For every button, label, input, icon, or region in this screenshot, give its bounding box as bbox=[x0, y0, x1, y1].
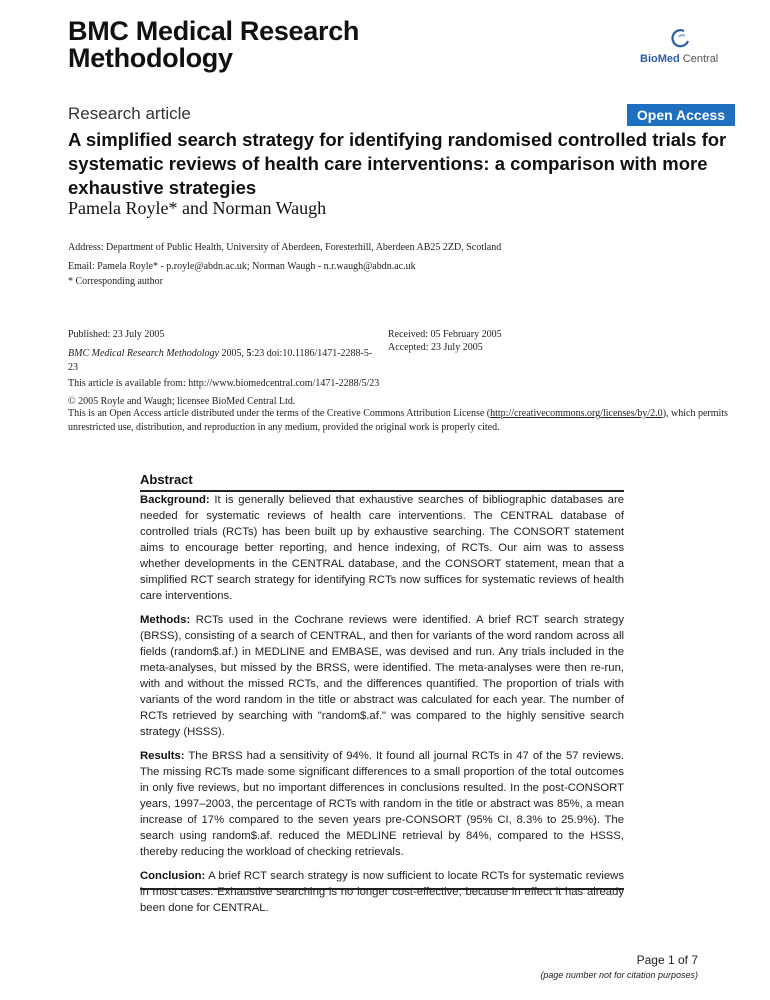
article-type: Research article bbox=[68, 104, 191, 123]
license-text bbox=[68, 407, 728, 435]
citation-volume: 5 bbox=[246, 348, 252, 359]
license-post: ), which permits unrestricted use, distribution, and reproduction in any medium, provided the original work is properly cited. bbox=[68, 408, 728, 433]
abstract-background bbox=[140, 492, 624, 604]
open-access-badge: Open Access bbox=[627, 104, 735, 126]
journal-title-line2: Methodology bbox=[68, 43, 233, 73]
article-authors: Pamela Royle* and Norman Waugh bbox=[68, 198, 327, 218]
received-date: Received: 05 February 2005 bbox=[388, 329, 502, 340]
abstract-heading: Abstract bbox=[140, 472, 193, 487]
logo-central-text: Central bbox=[679, 53, 719, 65]
conclusion-text: A brief RCT search strategy is now sufficient to locate RCTs for systematic reviews in most cases. Exhaustive searching is no longer cost-effective, because in effect it has already been done for CENTRAL. bbox=[140, 870, 624, 914]
abstract-section bbox=[140, 470, 624, 924]
article-title: A simplified search strategy for identifying randomised controlled trials for systematic reviews of health care interventions: a comparison with more exhaustive strategies bbox=[68, 129, 727, 198]
background-text: It is generally believed that exhaustive searches of bibliographic databases are needed for systematic reviews of health care interventions. The CENTRAL database of controlled trials (RCTs) has been built up by exhaustive searching. The CONSORT statement aims to encourage better reporting, and hence indexing, of RCTs. Our aim was to assess whether developments in the CENTRAL database, and the CONSORT statement, mean that a simplified RCT search strategy for identifying RCTs now suffices for systematic reviews of health care interventions. bbox=[140, 494, 624, 602]
abstract-bottom-rule bbox=[140, 888, 624, 890]
author-emails: Email: Pamela Royle* - p.royle@abdn.ac.uk; Norman Waugh - n.r.waugh@abdn.ac.uk bbox=[68, 261, 416, 272]
results-text: The BRSS had a sensitivity of 94%. It found all journal RCTs in 47 of the 57 reviews. The missing RCTs made some significant differences to a small proportion of the total outcomes in only five reviews, but no important differences in conclusions resulted. In the post-CONSORT years, 1997–2003, the percentage of RCTs with random in the title or abstract was 85%, a mean increase of 17% compared to the seven years pre-CONSORT (95% CI, 8.3% to 25.9%). The search using random$.af. reduced the MEDLINE retrieval by 84%, compared to the HSSS, thereby reducing the workload of checking retrievals. bbox=[140, 750, 624, 858]
article-availability: This article is available from: http://www.biomedcentral.com/1471-2288/5/23 bbox=[68, 378, 380, 389]
citation-journal: BMC Medical Research Methodology bbox=[68, 348, 219, 359]
swirl-icon bbox=[670, 28, 692, 50]
accepted-date: Accepted: 23 July 2005 bbox=[388, 342, 483, 353]
abstract-conclusion bbox=[140, 868, 624, 916]
page-number-note: (page number not for citation purposes) bbox=[540, 970, 698, 980]
methods-text: RCTs used in the Cochrane reviews were identified. A brief RCT search strategy (BRSS), consisting of a search of CENTRAL, and then for variants of the word random across all fields (random$.af.) in MEDLINE and EMBASE, was devised and run. Any trials included in the meta-analyses, but missed by the BRSS, were identified. The meta-analyses were then re-run, with and without the missed RCTs, and the differences quantified. The proportion of trials with variants of the word random in the title or abstract was calculated for each year. The number of RCTs retrieved by searching with "random$.af." was compared to the highly sensitive search strategy (HSSS). bbox=[140, 614, 624, 738]
published-date: Published: 23 July 2005 bbox=[68, 329, 165, 340]
license-pre: This is an Open Access article distributed under the terms of the Creative Commons Attribution License ( bbox=[68, 408, 491, 419]
logo-biomed-text: BioMed bbox=[640, 53, 680, 65]
methods-label: Methods: bbox=[140, 614, 191, 626]
results-label: Results: bbox=[140, 750, 185, 762]
abstract-methods bbox=[140, 612, 624, 740]
conclusion-label: Conclusion: bbox=[140, 870, 206, 882]
background-label: Background: bbox=[140, 494, 210, 506]
citation bbox=[68, 347, 380, 375]
corresponding-author-note: * Corresponding author bbox=[68, 276, 163, 287]
biomed-central-logo bbox=[640, 28, 720, 72]
journal-title bbox=[68, 18, 488, 72]
citation-doi: :23 doi:10.1186/1471-2288-5-23 bbox=[68, 348, 373, 373]
author-address: Address: Department of Public Health, University of Aberdeen, Foresterhill, Aberdeen AB25 2ZD, Scotland bbox=[68, 242, 502, 253]
citation-year: 2005, bbox=[218, 348, 247, 359]
copyright-line: © 2005 Royle and Waugh; licensee BioMed Central Ltd. bbox=[68, 396, 296, 407]
page-number: Page 1 of 7 bbox=[636, 953, 698, 967]
abstract-results bbox=[140, 748, 624, 860]
journal-title-line1: BMC Medical Research bbox=[68, 16, 360, 46]
license-link[interactable]: http://creativecommons.org/licenses/by/2.0 bbox=[490, 408, 663, 419]
